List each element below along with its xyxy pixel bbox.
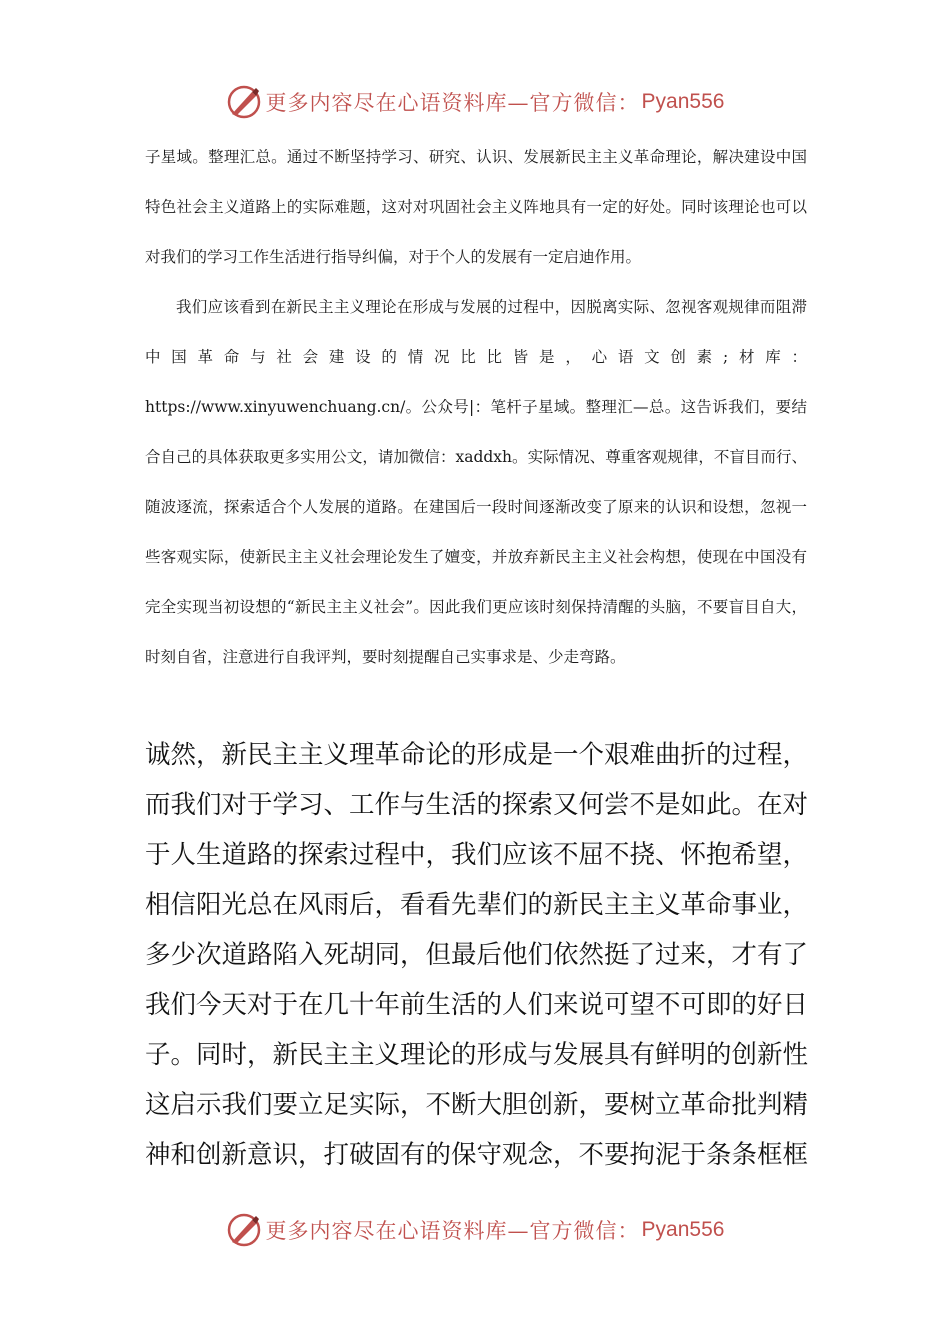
large-text-line: 子。同时，新民主主义理论的形成与发展具有鲜明的创新性 xyxy=(145,1040,809,1070)
footer-banner-text: 更多内容尽在心语资料库—官方微信： xyxy=(265,1219,640,1243)
pen-logo-icon xyxy=(226,1212,262,1248)
paragraph-2: 我们应该看到在新民主主义理论在形成与发展的过程中，因脱离实际、忽视客观规律而阻滞中国革命与社会建设的情况比比皆是，心语文创素;材库：https://www.xinyuwenchuang.cn/。公众号|：笔杆子星域。整理汇—总。这告诉我们，要结合自己的具体获取更多实用公文，请加微信：xaddxh。实际情况、尊重客观规律，不盲目而行、随波逐流，探索适合个人发展的道路。在建国后一段时间逐渐改变了原来的认识和设想，忽视一些客观实际，使新民主主义社会理论发生了嬗变，并放弃新民主主义社会构想，使现在中国没有完全实现当初设想的“新民主主义社会”。因此我们更应该时刻保持清醒的头脑，不要盲目自大，时刻自省，注意进行自我评判，要时刻提醒自己实事求是、少走弯路。 xyxy=(145,298,807,666)
large-text-line: 神和创新意识，打破固有的保守观念，不要拘泥于条条框框 xyxy=(145,1140,809,1170)
pen-logo-icon xyxy=(226,84,262,120)
large-text-line: 这启示我们要立足实际，不断大胆创新，要树立革命批判精 xyxy=(145,1090,809,1120)
header-banner xyxy=(0,82,950,122)
paragraph-1: 子星域。整理汇总。通过不断坚持学习、研究、认识、发展新民主主义革命理论，解决建设中国特色社会主义道路上的实际难题，这对对巩固社会主义阵地具有一定的好处。同时该理论也可以对我们的学习工作生活进行指导纠偏，对于个人的发展有一定启迪作用。 xyxy=(145,148,807,266)
large-text-line: 诚然，新民主主义理革命论的形成是一个艰难曲折的过程， xyxy=(145,740,809,770)
header-wechat-id: Pyan556 xyxy=(641,90,725,113)
large-text-line: 于人生道路的探索过程中，我们应该不屈不挠、怀抱希望， xyxy=(145,840,809,870)
document-body-large xyxy=(145,730,815,1180)
document-body-small xyxy=(145,132,807,682)
footer-banner xyxy=(0,1210,950,1250)
header-banner-text: 更多内容尽在心语资料库—官方微信： xyxy=(265,91,640,115)
large-text-line: 相信阳光总在风雨后，看看先辈们的新民主主义革命事业， xyxy=(145,890,809,920)
large-text-line: 我们今天对于在几十年前生活的人们来说可望不可即的好日 xyxy=(145,990,809,1020)
footer-wechat-id: Pyan556 xyxy=(641,1218,725,1241)
large-text-line: 多少次道路陷入死胡同，但最后他们依然挺了过来，才有了 xyxy=(145,940,809,970)
large-text-line: 而我们对于学习、工作与生活的探索又何尝不是如此。在对 xyxy=(145,790,809,820)
